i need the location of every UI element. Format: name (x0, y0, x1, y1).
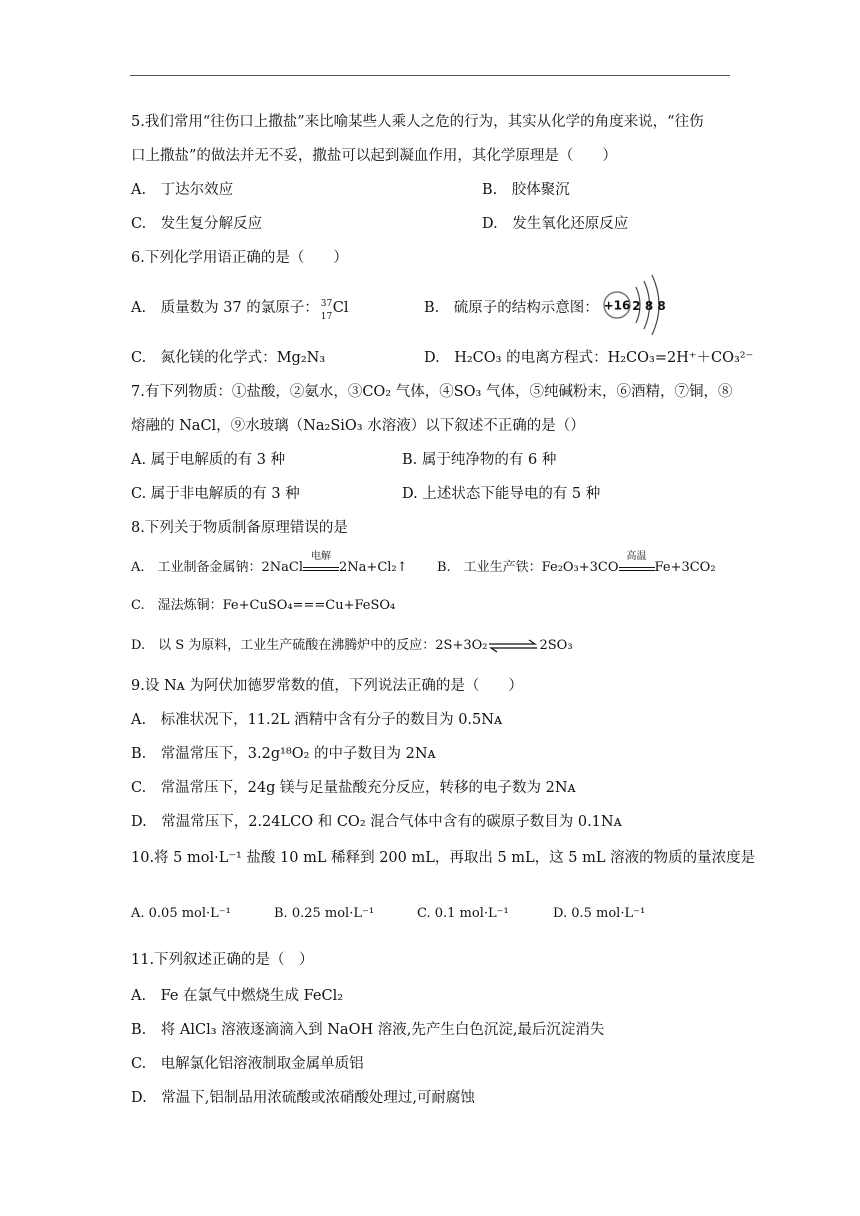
q8-option-b-products: Fe+3CO₂ (654, 560, 716, 575)
q5-option-b: B. 胶体聚沉 (482, 182, 570, 198)
q5-stem-line1: 5.我们常用“往伤口上撒盐”来比喻某些人乘人之危的行为，其实从化学的角度来说，“往伤 (131, 114, 704, 130)
q10-option-b: B. 0.25 mol·L⁻¹ (274, 906, 375, 921)
isotope-notation (319, 298, 333, 322)
electron-shells: 2 8 8 (632, 299, 666, 313)
q8-option-a-products: 2Na+Cl₂↑ (339, 560, 408, 575)
reaction-condition (619, 551, 655, 571)
nucleus-charge: +16 (603, 298, 631, 313)
condition-label: 高温 (626, 551, 647, 562)
q9-option-c: C. 常温常压下，24g 镁与足量盐酸充分反应，转移的电子数为 2Nᴀ (131, 780, 576, 796)
q8-option-c: C. 湿法炼铜：Fe+CuSO₄===Cu+FeSO₄ (131, 598, 396, 613)
q10-stem: 10.将 5 mol·L⁻¹ 盐酸 10 mL 稀释到 200 mL，再取出 5 mL，这 5 mL 溶液的物质的量浓度是 (131, 850, 756, 866)
q8-option-d-reactants: D. 以 S 为原料，工业生产硫酸在沸腾炉中的反应：2S+3O₂ (131, 638, 488, 653)
q10-option-d: D. 0.5 mol·L⁻¹ (553, 906, 646, 921)
sulfur-atom-diagram (600, 273, 670, 337)
q6-option-c-text: C. 氮化镁的化学式： (131, 350, 277, 366)
q6-option-a (131, 298, 349, 322)
q5-option-a: A. 丁达尔效应 (131, 182, 234, 198)
q11-stem: 11.下列叙述正确的是（ ） (131, 952, 314, 968)
q6-stem: 6.下列化学用语正确的是（ ） (131, 250, 348, 266)
q9-option-d: D. 常温常压下，2.24LCO 和 CO₂ 混合气体中含有的碳原子数目为 0.1Nᴀ (131, 814, 622, 830)
q11-option-c: C. 电解氯化铝溶液制取金属单质铝 (131, 1056, 364, 1072)
mass-number: 37 (320, 299, 333, 309)
element-symbol: Cl (332, 300, 349, 316)
q11-option-a: A. Fe 在氯气中燃烧生成 FeCl₂ (131, 988, 344, 1004)
q7-stem-line2: 熔融的 NaCl，⑨水玻璃（Na₂SiO₃ 水溶液）以下叙述不正确的是（） (131, 418, 585, 434)
q5-option-d: D. 发生氧化还原反应 (482, 216, 629, 232)
q7-option-a: A. 属于电解质的有 3 种 (131, 452, 286, 468)
reaction-condition (303, 551, 339, 571)
q9-option-a: A. 标准状况下，11.2L 酒精中含有分子的数目为 0.5Nᴀ (131, 712, 503, 728)
q6-option-a-text: A. 质量数为 37 的氯原子： (131, 300, 319, 316)
condition-label: 电解 (311, 551, 332, 562)
q8-option-d-products: 2SO₃ (539, 638, 573, 653)
header-rule (130, 75, 730, 76)
q11-option-d: D. 常温下,铝制品用浓硫酸或浓硝酸处理过,可耐腐蚀 (131, 1090, 475, 1106)
q7-option-b: B. 属于纯净物的有 6 种 (402, 452, 557, 468)
q8-stem: 8.下列关于物质制备原理错误的是 (131, 520, 348, 536)
q6-option-c (131, 348, 325, 368)
q5-stem-line2: 口上撒盐”的做法并无不妥，撒盐可以起到凝血作用，其化学原理是（ ） (131, 148, 617, 164)
q8-option-d (131, 636, 573, 656)
q6-option-d: D. H₂CO₃ 的电离方程式：H₂CO₃=2H⁺＋CO₃²⁻ (424, 350, 754, 366)
q7-option-d: D. 上述状态下能导电的有 5 种 (402, 486, 601, 502)
q9-option-b: B. 常温常压下，3.2g¹⁸O₂ 的中子数目为 2Nᴀ (131, 746, 436, 762)
q9-stem: 9.设 Nᴀ 为阿伏加德罗常数的值，下列说法正确的是（ ） (131, 678, 523, 694)
q8-option-b-reactants: B. 工业生产铁：Fe₂O₃+3CO (437, 560, 619, 575)
q6-option-b: B. 硫原子的结构示意图： (424, 300, 599, 316)
q7-stem-line1: 7.有下列物质：①盐酸，②氨水，③CO₂ 气体，④SO₃ 气体，⑤纯碱粉末，⑥酒精，⑦铜，⑧ (131, 384, 733, 400)
q8-option-a-reactants: A. 工业制备金属钠：2NaCl (131, 560, 304, 575)
q6-option-c-formula: Mg₂N₃ (276, 350, 326, 366)
q8-option-a (131, 551, 408, 578)
q10-option-a: A. 0.05 mol·L⁻¹ (131, 906, 231, 921)
q5-option-c: C. 发生复分解反应 (131, 216, 263, 232)
q8-option-b (437, 551, 716, 578)
q7-option-c: C. 属于非电解质的有 3 种 (131, 486, 300, 502)
q11-option-b: B. 将 AlCl₃ 溶液逐滴滴入到 NaOH 溶液,先产生白色沉淀,最后沉淀消失 (131, 1022, 605, 1038)
equilibrium-arrow-icon (487, 639, 539, 653)
q10-option-c: C. 0.1 mol·L⁻¹ (417, 906, 509, 921)
atomic-number: 17 (320, 312, 333, 322)
